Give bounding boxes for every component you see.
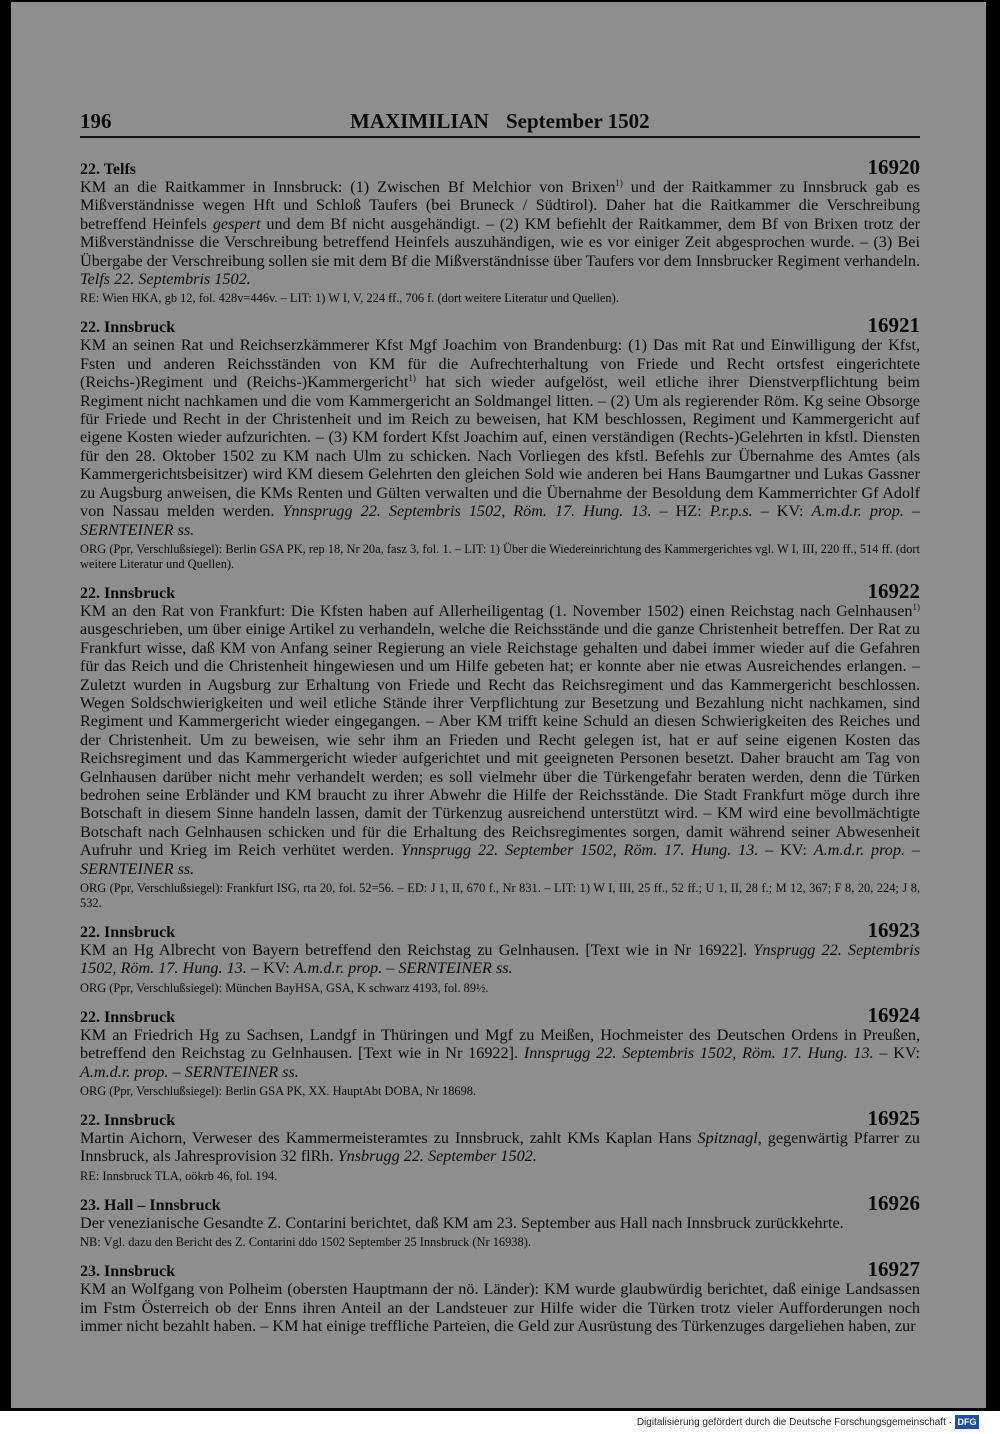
entry-summary [80, 941, 920, 978]
entry-number: 16922 [867, 578, 920, 603]
entry-number: 16925 [867, 1106, 920, 1131]
summary-text: KM an Hg Albrecht von Bayern betreffend den Reichstag zu Gelnhausen. [Text wie in Nr 16922]. [80, 941, 754, 959]
entry-source-note: ORG (Ppr, Verschlußsiegel): Frankfurt ISG, rta 20, fol. 52=56. – ED: J 1, II, 670 f., Nr 831. – LIT: 1) W I, III, 25 ff., 52 ff.; U 1, II, 28 f.; M 12, 367; F 8, 20, 224; J 8, 532. [80, 881, 920, 910]
summary-text: hat sich wieder aufgelöst, weil etliche ihrer Dienstverpflichtung beim Regiment nicht nachkamen und die vom Kammergericht an Soldmangel litten. – (2) Um als regierender Röm. Kg seine Obsorge für Friede und Recht in der Christenheit und im Reich zu beweisen, hat KM beschlossen, Regiment und Kammergericht auf eigene Kosten wieder aufzurichten. – (3) KM fordert Kfst Joachim auf, einen verständigen (Rechts-)Gelehrten in kfstl. Diensten für den 28. Oktober 1502 zu KM nach Ulm zu schicken. Nach Vorliegen des kfstl. Befehls zur Übernahme des Amtes (als Kammergerichtsbeisitzer) wird KM diesem Gelehrten den gleichen Sold wie anderen bei Hans Baumgartner und Lukas Gassner zu Augsburg anweisen, die KMs Renten und Gülten verwalten und die Übernahme der Besoldung dem Kammerrichter Gf Adolf von Nassau melden werden. [80, 373, 920, 521]
entry-source-note: RE: Innsbruck TLA, oökrb 46, fol. 194. [80, 1168, 278, 1183]
entry-summary [80, 1129, 920, 1166]
funding-credit: Digitalisierung gefördert durch die Deutsche Forschungsgemeinschaft · [636, 1417, 952, 1428]
entry-date-place: 22. Innsbruck [80, 319, 176, 337]
italic-text: Ynnsprugg 22. September 1502, Röm. 17. Hung. 13. [400, 841, 759, 860]
entry-date-place: 22. Innsbruck [80, 924, 176, 941]
entry-date-place: 22. Innsbruck [80, 584, 176, 602]
register-entries [80, 157, 920, 1344]
header-rule [80, 136, 920, 138]
digitization-footer [0, 1411, 1000, 1434]
entry-date-place: 23. Innsbruck [80, 1263, 176, 1281]
summary-text: – KV: [752, 502, 812, 521]
entry-number: 16927 [867, 1257, 920, 1282]
register-entry [80, 315, 920, 571]
italic-text: Ynsprugg 22. Septembris 1502, Röm. 17. Hung. 13. [80, 941, 920, 978]
summary-text: – KV: [758, 841, 814, 860]
entry-number: 16920 [867, 155, 920, 179]
entry-source-note: ORG (Ppr, Verschlußsiegel): Berlin GSA PK, rep 18, Nr 20a, fasz 3, fol. 1. – LIT: 1) Über die Wiedereinrichtung des Kammergerichtes vgl. W I, III, 220 ff., 514 ff. (dort weitere Literatur und Quellen). [80, 541, 920, 571]
italic-text: Telfs 22. Septembris 1502. [80, 270, 251, 289]
running-date: September 1502 [506, 109, 650, 133]
italic-text: Ynsbrugg 22. September 1502. [337, 1147, 537, 1166]
entry-summary [80, 178, 920, 288]
entry-summary [80, 336, 920, 538]
entry-heading [80, 920, 920, 941]
running-title: MAXIMILIAN [350, 109, 489, 133]
entry-number: 16924 [867, 1002, 920, 1027]
summary-text: – KV: [246, 959, 294, 978]
summary-text: und dem Bf nicht ausgehändigt. – (2) KM befiehlt der Raitkammer, dem Bf von Brixen trotz der Mißverständnisse die Verschreibung betreffend Heinfels auszuhändigen, wie es vor einiger Zeit abgesprochen wurde. – (3) Bei Übergabe der Verschreibung sollen sie mit dem Bf die Mißverständnisse über Taufers vor dem Innsbrucker Regiment verhandeln. [80, 214, 920, 270]
entry-number: 16921 [867, 313, 920, 338]
italic-text: Innsprugg 22. Septembris 1502, Röm. 17. Hung. 13. [523, 1044, 874, 1063]
entry-source-note: RE: Wien HKA, gb 12, fol. 428v=446v. – LIT: 1) W I, V, 224 ff., 706 f. (dort weitere Literatur und Quellen). [80, 291, 619, 306]
summary-text: und der Raitkammer zu Innsbruck gab es Mißverständnisse wegen Hft und Schloß Taufers (bei Bruneck / Südtirol). Daher hat die Raitkammer die Verschreibung betreffend Heinfels [80, 178, 920, 233]
register-entry [80, 920, 920, 996]
italic-text: P.r.p.s. [709, 502, 753, 521]
summary-text: Martin Aichorn, Verweser des Kammermeisteramtes zu Innsbruck, zahlt KMs Kaplan Hans [80, 1129, 698, 1148]
entry-source-note: ORG (Ppr, Verschlußsiegel): Berlin GSA PK, XX. HauptAbt DOBA, Nr 18698. [80, 1084, 477, 1099]
footnote-marker: 1) [912, 601, 920, 612]
footnote-marker: 1) [615, 178, 623, 188]
italic-text: Ynnsprugg 22. Septembris 1502, Röm. 17. Hung. 13. [282, 502, 652, 521]
register-entry [80, 1190, 920, 1250]
entry-number: 16923 [867, 918, 920, 942]
entry-date-place: 22. Innsbruck [80, 1008, 176, 1026]
italic-text: A.m.d.r. prop. – SERNTEINER ss. [293, 959, 513, 978]
register-entry [80, 1108, 920, 1184]
entry-heading [80, 1190, 920, 1215]
register-entry [80, 1259, 920, 1335]
entry-date-place: 23. Hall – Innsbruck [80, 1196, 221, 1214]
entry-summary [80, 1280, 920, 1335]
summary-text: KM an den Rat von Frankfurt: Die Kfsten haben auf Allerheiligentag (1. November 1502) einen Reichstag nach Gelnhausen [80, 601, 913, 620]
summary-text: ausgeschrieben, um über einige Artikel zu verhandeln, welche die Reichsstände und die ganze Christenheit betreffen. Der Rat zu Frankfurt wisse, daß KM von Anfang seiner Regierung an viele Reichstage gehalten und dabei immer wieder auf die Gefahren für das Reich und die Christenheit hingewiesen und um Hilfe gebeten hat; er konnte aber nie etwas Ausreichendes erlangen. – Zuletzt wurden in Augsburg zur Erhaltung von Friede und Recht das Reichsregiment und das Kammergericht beschlossen. Wegen Soldschwierigkeiten und weil etliche Stände ihrer Verpflichtung zur Besetzung und Bezahlung nicht nachkamen, sind Regiment und Kammergericht wieder eingegangen. – Aber KM trifft keine Schuld an diesen Schwierigkeiten des Reiches und der Christenheit. Um zu beweisen, wie sehr ihm an Frieden und Recht gelegen ist, hat er auf seine eigenen Kosten das Reichsregiment und das Kammergericht wieder aufgerichtet und mit geeigneten Personen besetzt. Daher braucht am Tag von Gelnhausen darüber nicht mehr verhandelt werden; es soll vielmehr über die Türkengefahr beraten werden, denn die Türken bedrohen seine Erbländer und KM braucht zu ihrer Abwehr die Hilfe der Reichsstände. Die Stadt Frankfurt möge durch ihre Botschaft in diesem Sinne handeln lassen, damit der Türkenzug ausreichend unterstützt wird. – KM wird eine bevollmächtigte Botschaft nach Gelnhausen schicken und für die Erhaltung des Reichsregimentes sorgen, damit während seiner Abwesenheit Aufruhr und Krieg im Reich verhütet werden. [80, 620, 920, 860]
entry-heading [80, 578, 920, 603]
register-entry [80, 157, 920, 306]
summary-text: KM an die Raitkammer in Innsbruck: (1) Zwischen Bf Melchior von Brixen [80, 178, 616, 196]
entry-source-note: ORG (Ppr, Verschlußsiegel): München BayHSA, GSA, K schwarz 4193, fol. 89½. [80, 980, 489, 995]
summary-text: Der venezianische Gesandte Z. Contarini berichtet, daß KM am 23. September aus Hall nach Innsbruck zurückkehrte. [80, 1213, 844, 1232]
summary-text: – KV: [873, 1044, 920, 1063]
summary-text: – HZ: [651, 502, 710, 521]
entry-date-place: 22. Innsbruck [80, 1112, 176, 1130]
italic-text: A.m.d.r. prop. – SERNTEINER ss. [80, 841, 920, 878]
summary-text: KM an Wolfgang von Polheim (obersten Hauptmann der nö. Länder): KM wurde glaubwürdig berichtet, daß einige Landsassen im Fstm Österreich ob der Enns ihren Anteil an der Landsteuer zur Hilfe wider die Türken trotz vieler Aufforderungen noch immer nicht bezahlt haben. – KM hat einige treffliche Parteien, die Geld zur Ausrüstung des Türkenzuges dargeliehen haben, zur [80, 1280, 920, 1336]
italic-text: Spitznagl [697, 1129, 758, 1148]
italic-text: A.m.d.r. prop. – SERNTEINER ss. [80, 1062, 299, 1081]
dfg-logo: DFG [955, 1415, 979, 1429]
register-entry [80, 578, 920, 911]
entry-source-note: NB: Vgl. dazu den Bericht des Z. Contarini ddo 1502 September 25 Innsbruck (Nr 16938). [80, 1235, 531, 1250]
footnote-marker: 1) [408, 373, 416, 384]
summary-text: KM an seinen Rat und Reichserzkämmerer Kfst Mgf Joachim von Brandenburg: (1) Das mit Rat und Einwilligung der Kfst, Fsten und anderen Reichsständen von KM für die Aufrechterhaltung von Friede und Recht ortsfest eingerichtete (Reichs-)Regiment und (Reichs-)Kammergericht [80, 336, 920, 392]
summary-text: KM an Friedrich Hg zu Sachsen, Landgf in Thüringen und Mgf zu Meißen, Hochmeister des Deutschen Ordens in Preußen, betreffend den Reichstag zu Gelnhausen. [Text wie in Nr 16922]. [80, 1025, 920, 1063]
italic-text: A.m.d.r. prop. – SERNTEINER ss. [80, 502, 921, 539]
entry-heading [80, 1259, 920, 1280]
entry-heading [80, 1108, 920, 1129]
entry-summary [80, 1214, 920, 1232]
entry-heading [80, 315, 920, 336]
entry-number: 16926 [867, 1190, 920, 1215]
register-entry [80, 1002, 920, 1099]
italic-text: gespert [212, 214, 261, 233]
summary-text: , gegenwärtig Pfarrer zu Innsbruck, als Jahresprovision 32 flRh. [80, 1129, 920, 1166]
page-number: 196 [80, 109, 112, 133]
entry-summary [80, 602, 920, 878]
entry-heading [80, 157, 920, 178]
entry-summary [80, 1026, 920, 1081]
entry-date-place: 22. Telfs [80, 161, 137, 178]
entry-heading [80, 1002, 920, 1027]
